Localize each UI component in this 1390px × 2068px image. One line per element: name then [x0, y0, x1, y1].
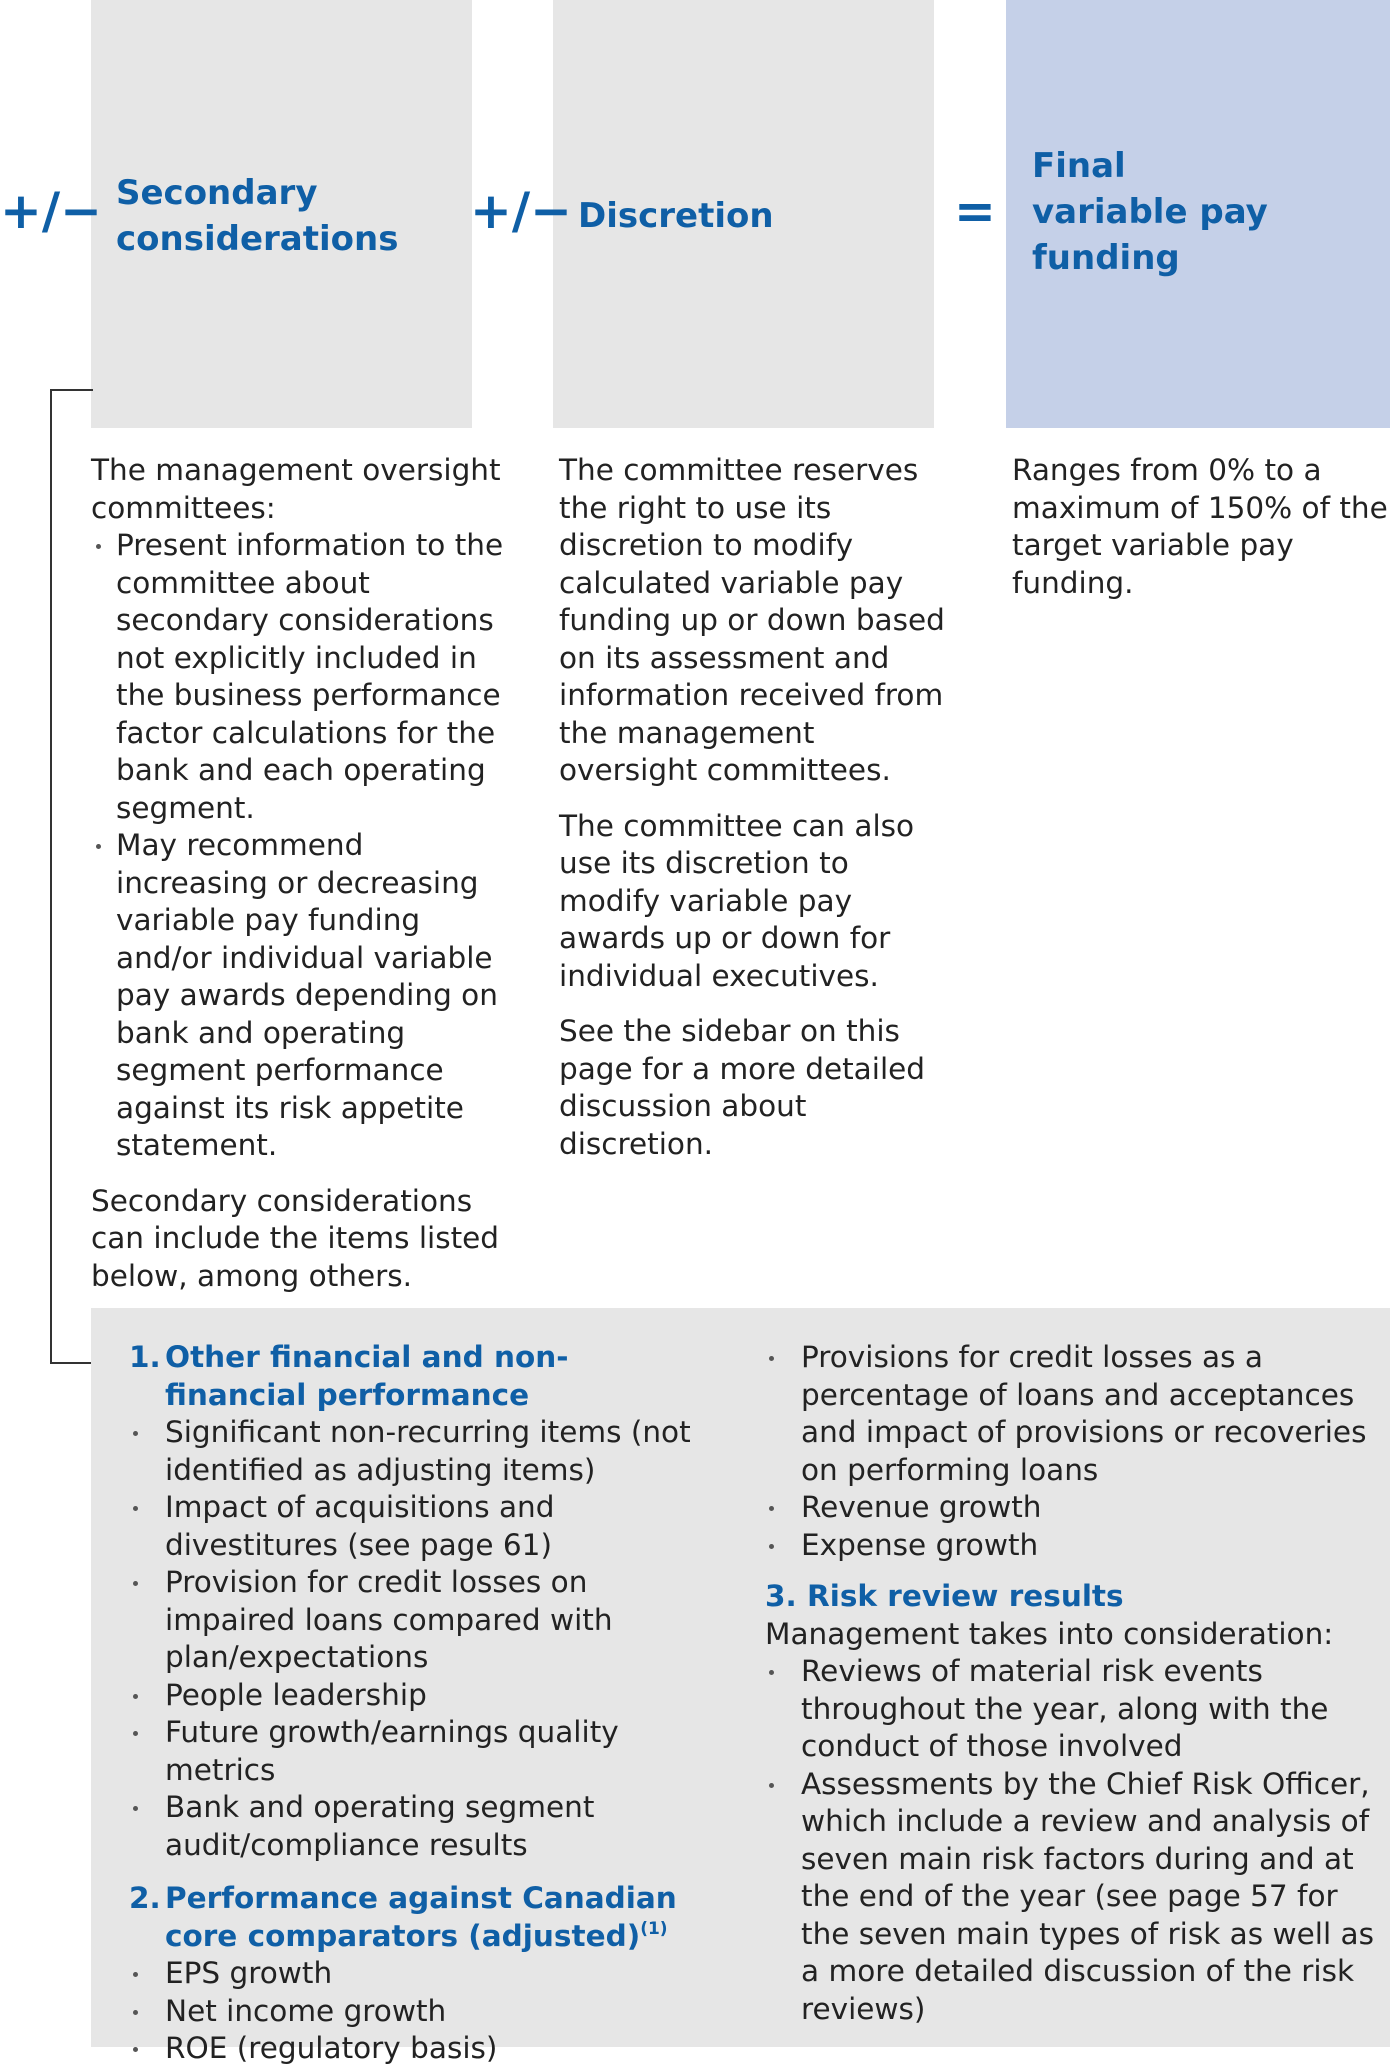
final-funding-heading: Final variable pay funding	[1032, 146, 1268, 278]
secondary-intro: The management oversight committees:	[91, 453, 501, 525]
discretion-paragraph: See the sidebar on this page for a more detailed discussion about discretion.	[559, 1014, 926, 1161]
secondary-description	[91, 452, 511, 1313]
list-item: May recommend increasing or decreasing variable pay funding and/or individual variable pay awards depending on bank and operating segment performance against its risk appetite statement.	[91, 827, 511, 1165]
section-3-intro: Management takes into consideration:	[765, 1616, 1334, 1651]
section-2-list	[129, 1955, 699, 2068]
section-3-heading: 3. Risk review results	[765, 1579, 1124, 1613]
section-1-heading: 1. Other financial and non-financial performance	[129, 1340, 569, 1412]
list-item: Assessments by the Chief Risk Officer, which include a review and analysis of seven main risk factors during and at the end of the year (see page 57 for the seven main types of risk as well as a more detailed discussion of the risk reviews)	[765, 1766, 1380, 2029]
final-description	[1012, 452, 1390, 620]
final-paragraph: Ranges from 0% to a maximum of 150% of the target variable pay funding.	[1012, 453, 1388, 600]
discretion-heading: Discretion	[578, 196, 774, 236]
list-item: Provision for credit losses on impaired loans compared with plan/expectations	[129, 1564, 699, 1677]
discretion-paragraph: The committee can also use its discretion to modify variable pay awards up or down for individual executives.	[559, 808, 915, 993]
bracket-connector	[50, 389, 93, 1364]
section-1-list	[129, 1414, 699, 1864]
items-right-column	[765, 1339, 1380, 2028]
list-item: Present information to the committee about secondary considerations not explicitly included in the business performance factor calculations for the bank and each operating segment.	[91, 527, 511, 827]
equals-operator: =	[954, 182, 996, 240]
secondary-considerations-heading: Secondary considerations	[116, 173, 399, 259]
plus-minus-operator: +/−	[0, 182, 103, 240]
list-item: Provisions for credit losses as a percentage of loans and acceptances and impact of provisions or recoveries on performing loans	[765, 1339, 1380, 1489]
list-item: People leadership	[129, 1677, 699, 1715]
discretion-paragraph: The committee reserves the right to use its discretion to modify calculated variable pay funding up or down based on its assessment and information received from the management oversight committees.	[559, 453, 945, 787]
section-2-heading: 2. Performance against Canadian core comparators (adjusted)$^{(1)}$	[129, 1881, 677, 1953]
secondary-bullets	[91, 527, 511, 1165]
list-item: Net income growth	[129, 1993, 699, 2031]
list-item: Future growth/earnings quality metrics	[129, 1714, 699, 1789]
list-item: Impact of acquisitions and divestitures (see page 61)	[129, 1489, 699, 1564]
list-item: ROE (regulatory basis)	[129, 2030, 699, 2068]
section-2-list-continued	[765, 1339, 1380, 1564]
discretion-description	[559, 452, 949, 1181]
list-item: Expense growth	[765, 1527, 1380, 1565]
items-left-column	[129, 1339, 699, 2068]
section-3-list	[765, 1653, 1380, 2028]
plus-minus-operator: +/−	[470, 182, 573, 240]
secondary-outro: Secondary considerations can include the items listed below, among others.	[91, 1183, 500, 1293]
list-item: Reviews of material risk events throughout the year, along with the conduct of those involved	[765, 1653, 1380, 1766]
list-item: EPS growth	[129, 1955, 699, 1993]
list-item: Significant non-recurring items (not identified as adjusting items)	[129, 1414, 699, 1489]
list-item: Bank and operating segment audit/compliance results	[129, 1789, 699, 1864]
list-item: Revenue growth	[765, 1489, 1380, 1527]
